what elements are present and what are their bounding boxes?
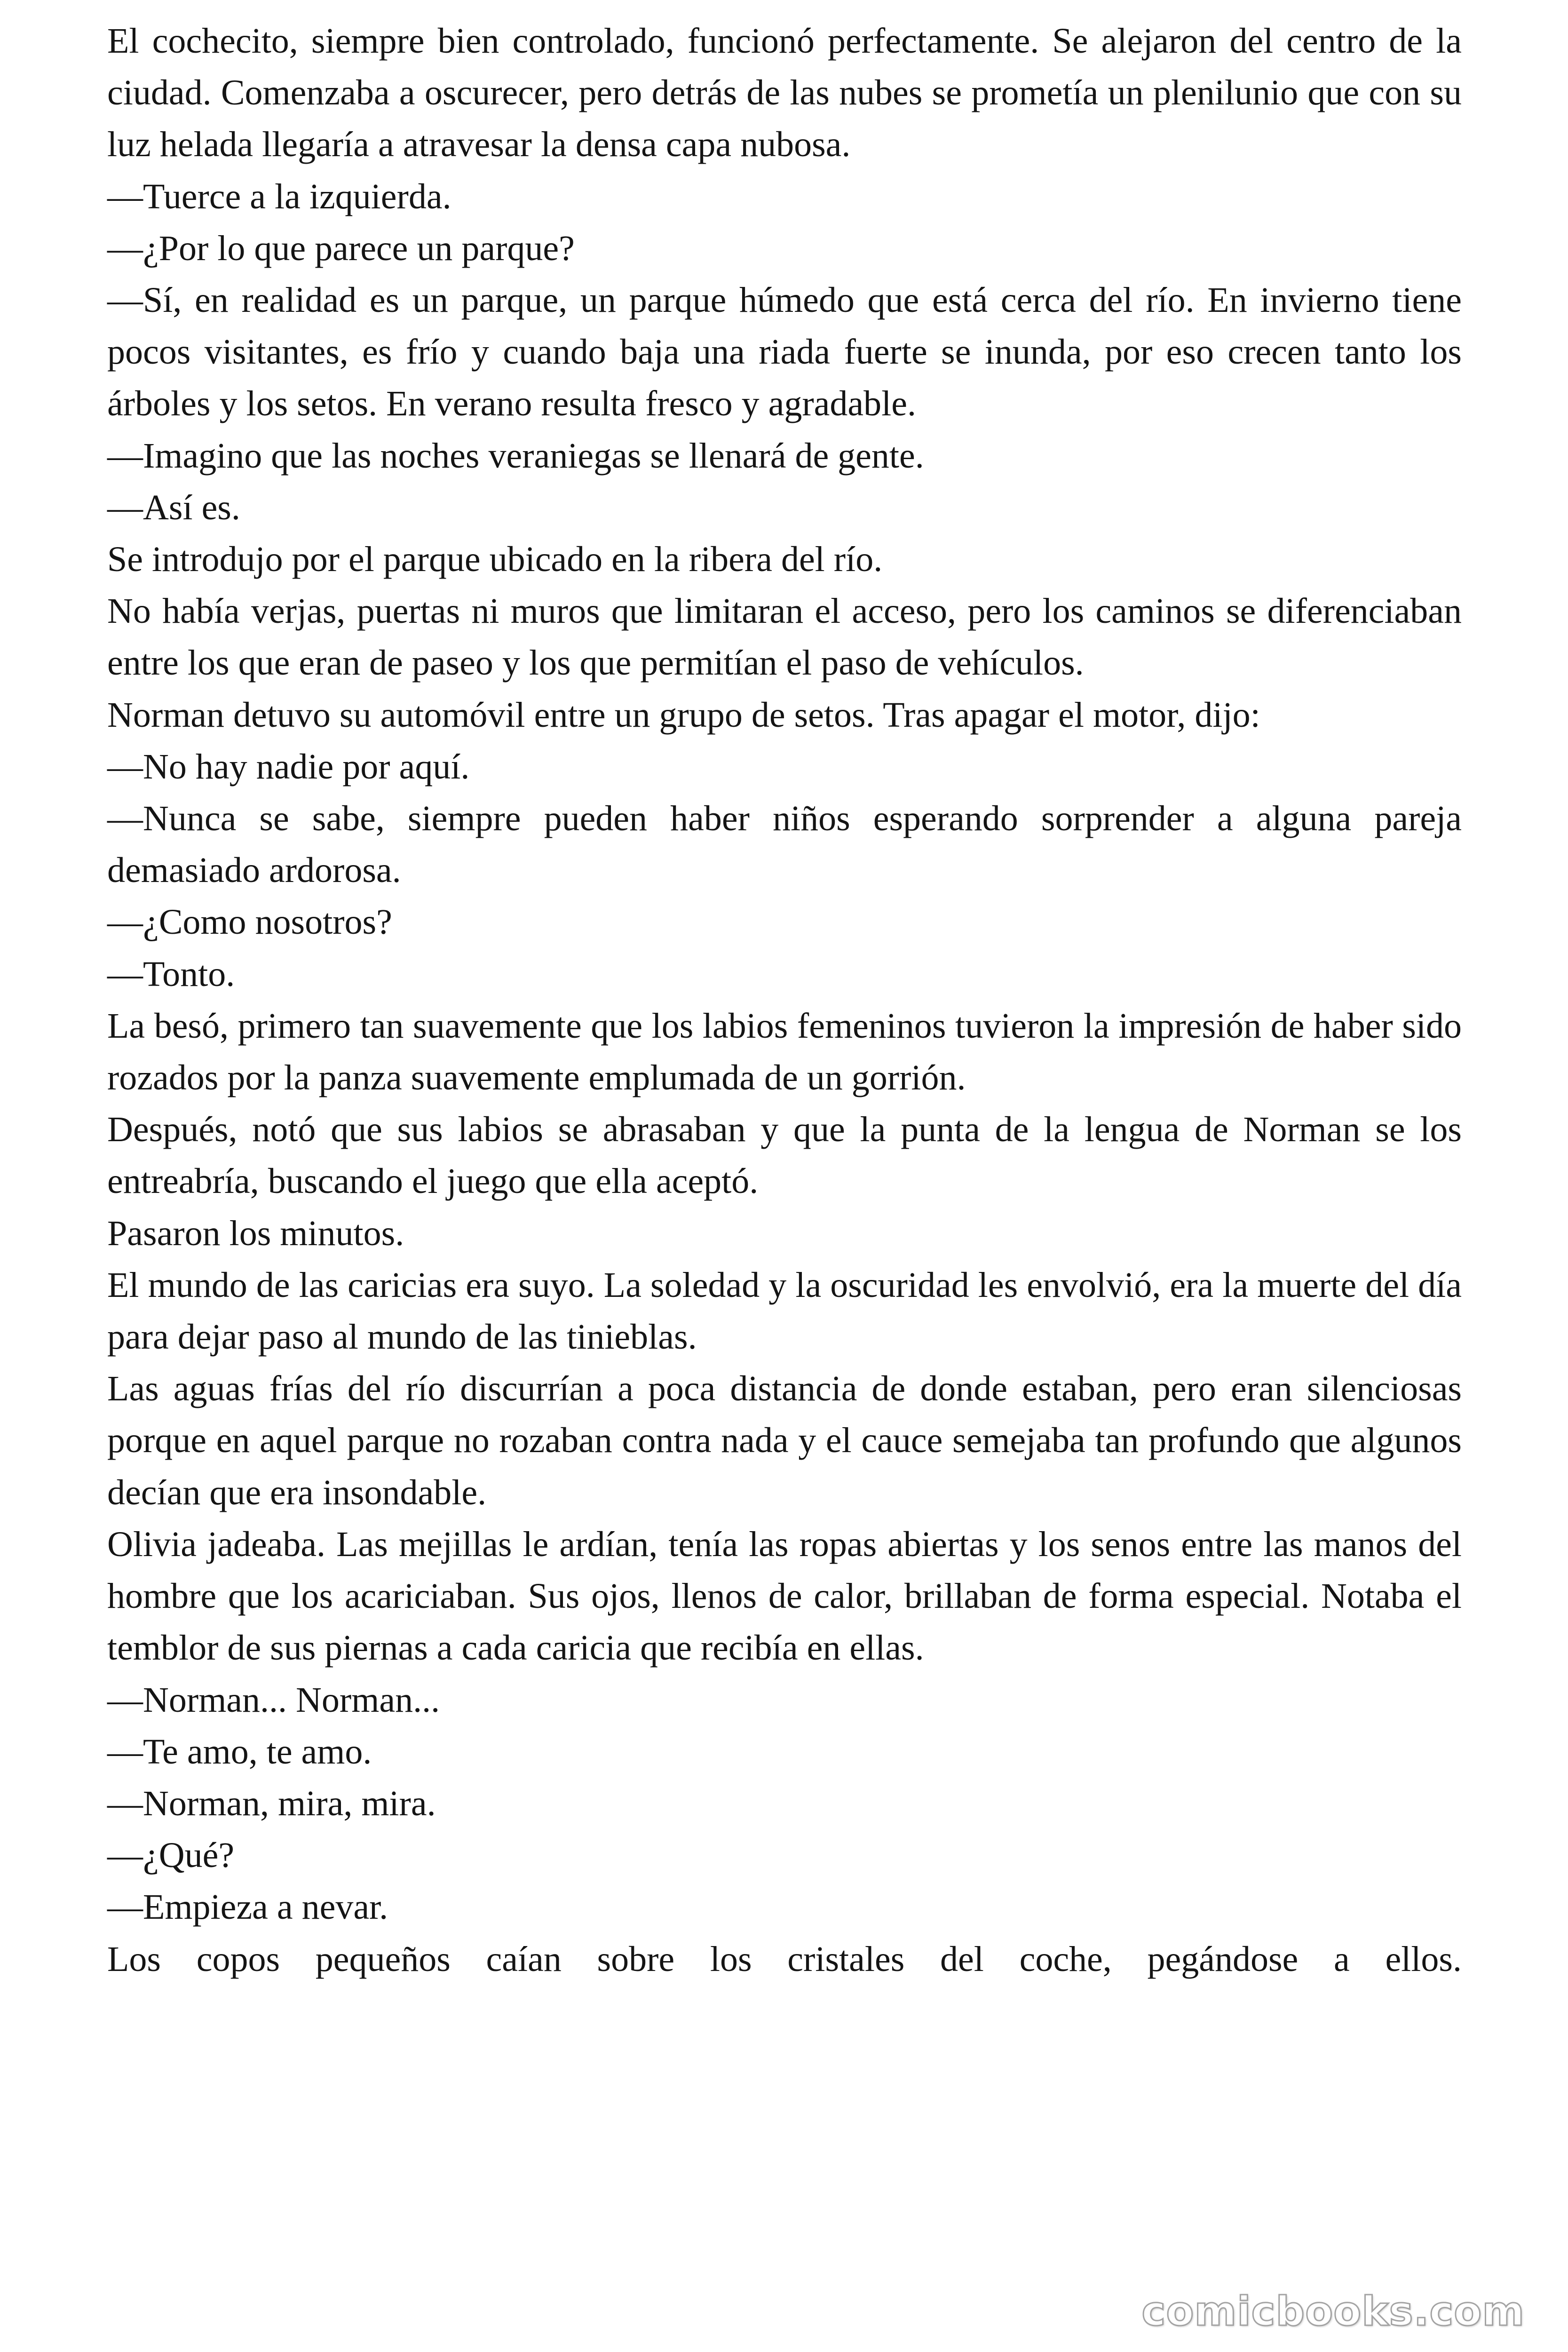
paragraph: El mundo de las caricias era suyo. La soledad y la oscuridad les envolvió, era la muerte del día para dejar paso al mundo de las tinieblas. bbox=[107, 1265, 1462, 1357]
paragraph: Olivia jadeaba. Las mejillas le ardían, tenía las ropas abiertas y los senos entre las manos del hombre que los acariciaban. Sus ojos, llenos de calor, brillaban de forma especial. Notaba el temblor de sus piernas a cada caricia que recibía en ellas. bbox=[107, 1524, 1462, 1668]
paragraph: Después, notó que sus labios se abrasaban y que la punta de la lengua de Norman se los entreabría, buscando el juego que ella aceptó. bbox=[107, 1110, 1462, 1201]
paragraph: No había verjas, puertas ni muros que limitaran el acceso, pero los caminos se diferenciaban entre los que eran de paseo y los que permitían el paso de vehículos. bbox=[107, 591, 1462, 683]
dialogue-line: —Tuerce a la izquierda. bbox=[107, 176, 451, 216]
body-text bbox=[107, 15, 1462, 1985]
dialogue-line: —Empieza a nevar. bbox=[107, 1887, 388, 1927]
dialogue-line: —Sí, en realidad es un parque, un parque húmedo que está cerca del río. En invierno tiene pocos visitantes, es frío y cuando baja una riada fuerte se inunda, por eso crecen tanto los árboles y los setos. En verano resulta fresco y agradable. bbox=[107, 280, 1462, 424]
paragraph: La besó, primero tan suavemente que los labios femeninos tuvieron la impresión de haber sido rozados por la panza suavemente emplumada de un gorrión. bbox=[107, 1006, 1462, 1098]
dialogue-line: —¿Como nosotros? bbox=[107, 902, 392, 942]
paragraph: El cochecito, siempre bien controlado, funcionó perfectamente. Se alejaron del centro de la ciudad. Comenzaba a oscurecer, pero detrás de las nubes se prometía un plenilunio que con su luz helada llegaría a atravesar la densa capa nubosa. bbox=[107, 21, 1462, 165]
dialogue-line: —¿Qué? bbox=[107, 1836, 235, 1875]
dialogue-line: —No hay nadie por aquí. bbox=[107, 747, 470, 787]
watermark-logo: comicbooks.com bbox=[1141, 2288, 1525, 2335]
paragraph: Norman detuvo su automóvil entre un grupo de setos. Tras apagar el motor, dijo: bbox=[107, 695, 1260, 735]
dialogue-line: —Tonto. bbox=[107, 954, 235, 994]
dialogue-line: —Nunca se sabe, siempre pueden haber niños esperando sorprender a alguna pareja demasiado ardorosa. bbox=[107, 799, 1462, 890]
paragraph: Los copos pequeños caían sobre los cristales del coche, pegándose a ellos. bbox=[107, 1939, 1462, 1979]
dialogue-line: —¿Por lo que parece un parque? bbox=[107, 228, 575, 268]
paragraph: Pasaron los minutos. bbox=[107, 1213, 404, 1253]
dialogue-line: —Norman, mira, mira. bbox=[107, 1783, 436, 1823]
dialogue-line: —Así es. bbox=[107, 487, 240, 527]
dialogue-line: —Imagino que las noches veraniegas se llenará de gente. bbox=[107, 436, 924, 476]
paragraph: Se introdujo por el parque ubicado en la ribera del río. bbox=[107, 540, 883, 580]
dialogue-line: —Te amo, te amo. bbox=[107, 1732, 372, 1772]
dialogue-line: —Norman... Norman... bbox=[107, 1680, 440, 1720]
paragraph: Las aguas frías del río discurrían a poca distancia de donde estaban, pero eran silenciosas porque en aquel parque no rozaban contra nada y el cauce semejaba tan profundo que algunos decían que era insondable. bbox=[107, 1369, 1462, 1512]
